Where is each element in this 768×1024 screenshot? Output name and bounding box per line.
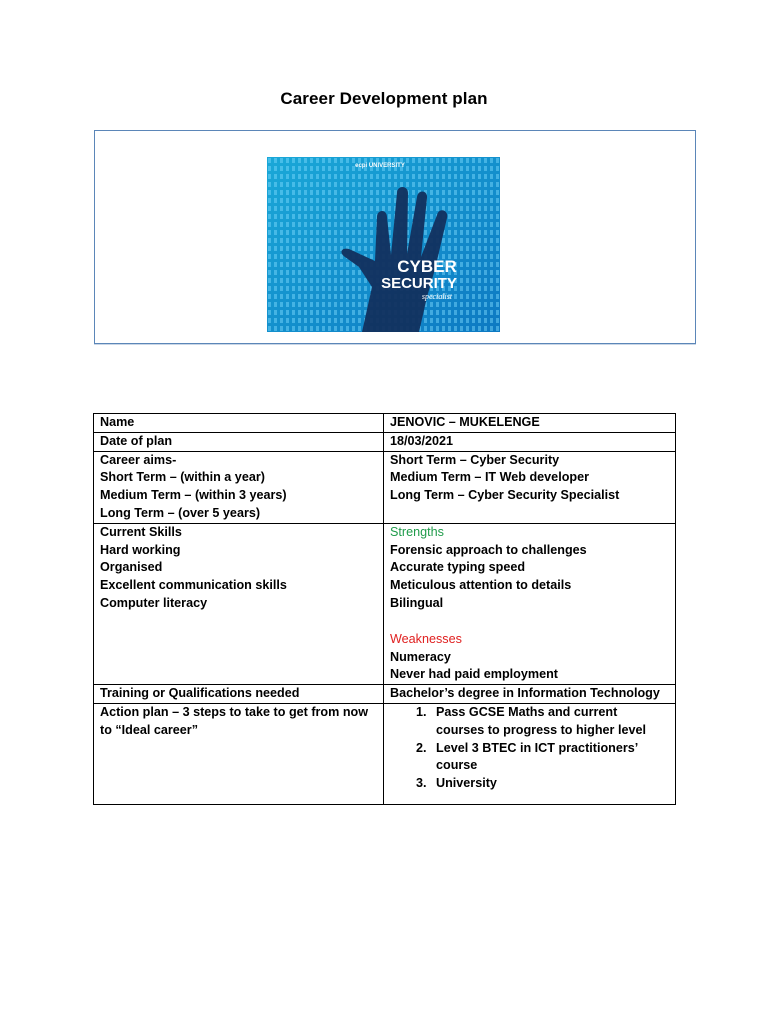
date-label: Date of plan xyxy=(94,432,384,451)
career-aims-heading: Career aims- xyxy=(100,452,177,467)
skill-item: Excellent communication skills xyxy=(100,578,287,593)
date-value: 18/03/2021 xyxy=(384,432,676,451)
table-row xyxy=(94,432,676,451)
career-aims-long-label: Long Term – (over 5 years) xyxy=(100,505,261,520)
banner-line1: CYBER xyxy=(397,257,457,276)
table-row xyxy=(94,685,676,704)
weakness-item: Numeracy xyxy=(390,649,451,664)
table-row xyxy=(94,523,676,684)
strength-item: Bilingual xyxy=(390,595,444,610)
strengths-heading: Strengths xyxy=(390,524,444,539)
action-plan-steps-cell xyxy=(384,703,676,804)
career-plan-table xyxy=(93,413,676,805)
career-aims-medium-value: Medium Term – IT Web developer xyxy=(390,470,589,485)
action-step: 1. Pass GCSE Maths and current courses to progress to higher level xyxy=(430,704,669,740)
banner-line3: specialist xyxy=(421,292,453,301)
name-label: Name xyxy=(94,414,384,433)
table-row xyxy=(94,414,676,433)
action-plan-label: Action plan – 3 steps to take to get from now to “Ideal career” xyxy=(94,703,384,804)
hand-icon xyxy=(267,157,500,332)
skill-item: Organised xyxy=(100,560,163,575)
career-aims-short-label: Short Term – (within a year) xyxy=(100,470,265,485)
weakness-item: Never had paid employment xyxy=(390,667,558,682)
career-aims-short-value: Short Term – Cyber Security xyxy=(390,452,560,467)
action-step: 3. University xyxy=(430,775,669,793)
skills-heading: Current Skills xyxy=(100,524,182,539)
strength-item: Meticulous attention to details xyxy=(390,578,572,593)
training-value: Bachelor’s degree in Information Technology xyxy=(384,685,676,704)
skill-item: Computer literacy xyxy=(100,595,208,610)
spacer xyxy=(390,613,669,631)
weaknesses-heading: Weaknesses xyxy=(390,631,462,646)
career-aims-long-value: Long Term – Cyber Security Specialist xyxy=(390,488,620,503)
page-title: Career Development plan xyxy=(280,89,488,108)
name-value: JENOVIC – MUKELENGE xyxy=(384,414,676,433)
action-step: 2. Level 3 BTEC in ICT practitioners’ course xyxy=(430,740,669,776)
banner-logo: ecpi UNIVERSITY xyxy=(355,163,405,169)
action-steps-list xyxy=(390,704,669,793)
skill-item: Hard working xyxy=(100,542,181,557)
strength-item: Accurate typing speed xyxy=(390,560,526,575)
strength-item: Forensic approach to challenges xyxy=(390,542,587,557)
banner-line2: SECURITY xyxy=(381,275,457,292)
training-label: Training or Qualifications needed xyxy=(94,685,384,704)
career-aims-label-cell xyxy=(94,451,384,523)
career-aims-value-cell xyxy=(384,451,676,523)
strengths-weaknesses-cell xyxy=(384,523,676,684)
skills-label-cell xyxy=(94,523,384,684)
career-aims-medium-label: Medium Term – (within 3 years) xyxy=(100,488,287,503)
table-row xyxy=(94,703,676,804)
cyber-security-banner-image xyxy=(267,157,500,332)
table-row xyxy=(94,451,676,523)
